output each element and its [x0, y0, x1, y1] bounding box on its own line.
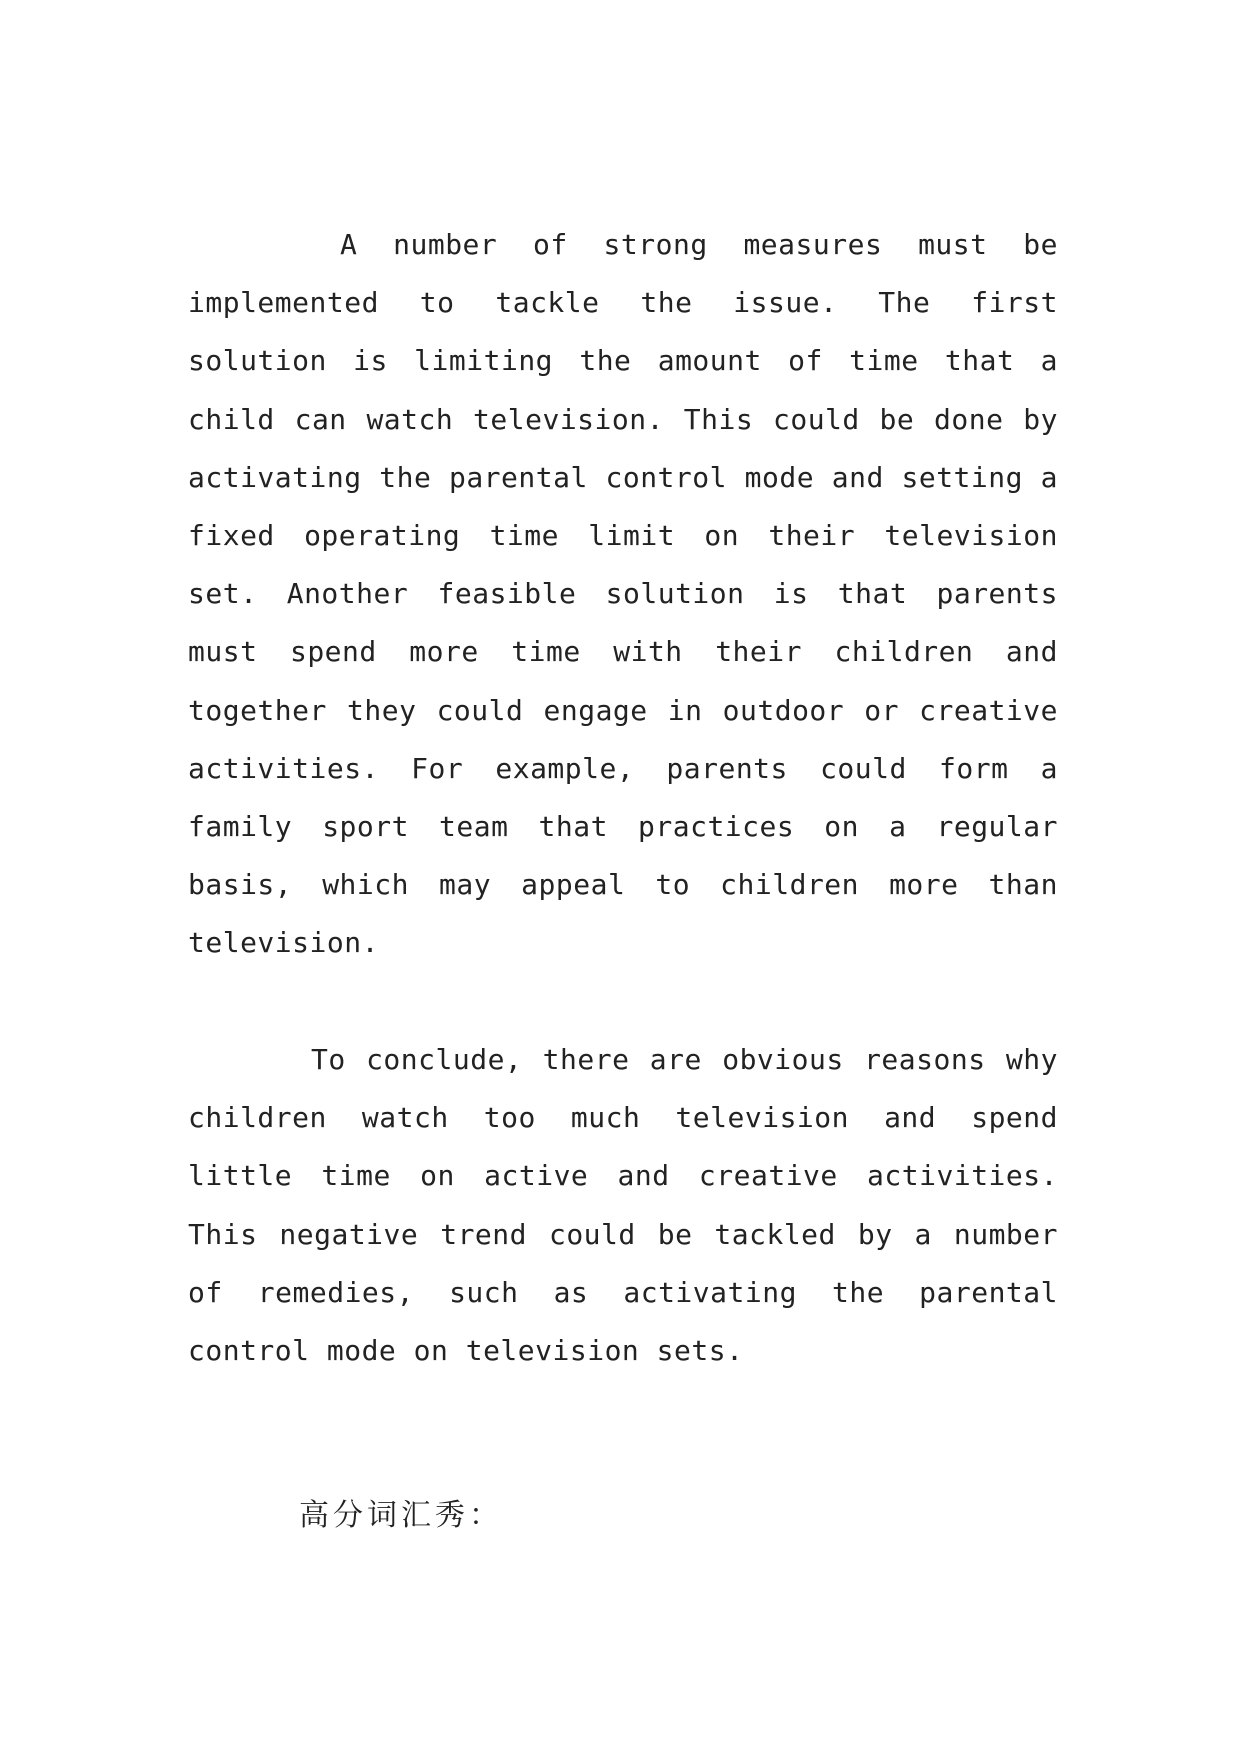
- section-heading-vocabulary: 高分词汇秀：: [299, 1498, 503, 1533]
- body-paragraph-conclusion: To conclude, there are obvious reasons why children watch too much television and spend little time on active and creative activities. This negative trend could be tackled by a number of remedies, such as activating the parental control mode on television sets.: [188, 1043, 1058, 1368]
- body-paragraph-solutions: A number of strong measures must be implemented to tackle the issue. The first solution is limiting the amount of time that a child can watch television. This could be done by activating the parental control mode and setting a fixed operating time limit on their television set. Another feasible solution is that parents must spend more time with their children and together they could engage in outdoor or creative activities. For example, parents could form a family sport team that practices on a regular basis, which may appeal to children more than television.: [188, 228, 1058, 960]
